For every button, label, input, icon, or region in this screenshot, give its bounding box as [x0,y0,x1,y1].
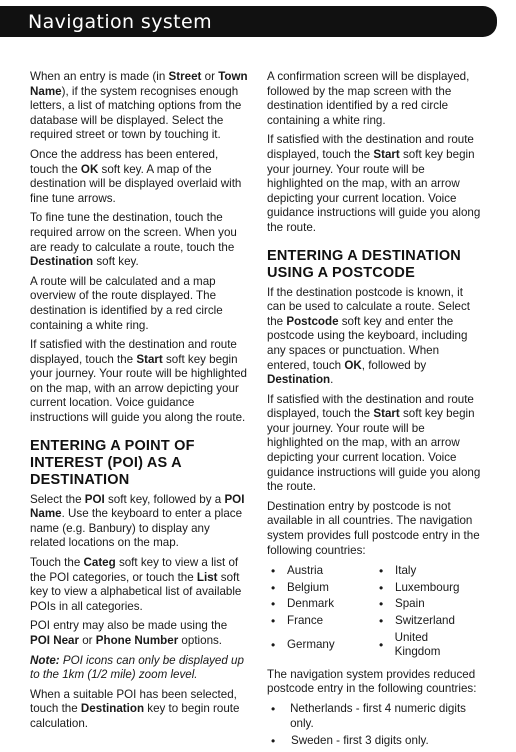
section-title: Navigation system [28,10,213,33]
poi-heading: ENTERING A POINT OF INTEREST (POI) AS A DESTINATION [30,437,195,488]
paragraph: Select the POI soft key, followed by a POI Name. Use the keyboard to enter a place name (e.g. Banbury) to display any related locations on the map. [30,492,245,550]
paragraph: Touch the Categ soft key to view a list of the POI categories, or touch the List soft key to view a alphabetical list of available POIs in all categories. [30,556,242,613]
bullet-icon: • [271,614,276,628]
country-item [267,597,375,612]
country-name: Denmark [287,597,335,611]
bullet-icon: • [379,564,384,579]
paragraph: A confirmation screen will be displayed, followed by the map screen with the destination identified by a red circle containing a white ring. [267,70,470,127]
right-column [267,70,481,752]
bullet-icon: • [271,637,276,652]
bullet-icon: • [271,734,276,749]
country-list [267,564,481,660]
country-name: Italy [395,564,417,578]
country-name: Belgium [287,580,329,594]
country-name: France [287,614,324,627]
country-item [375,631,475,660]
bullet-icon: • [271,597,276,612]
bullet-icon: • [379,597,384,612]
bullet-icon: • [271,580,276,595]
bullet-icon: • [379,580,384,595]
paragraph: If satisfied with the destination and route displayed, touch the Start soft key begin your journey. Your route will be highlighted on the map, with an arrow depicting your current location. Voice guidance instructions will guide you along the route. [267,133,481,234]
paragraph: If satisfied with the destination and route displayed, touch the Start soft key begin your journey. Your route will be highlighted on the map, with an arrow depicting your current location. Voice guidance instructions will guide you along the route. [267,392,481,494]
country-item [267,614,375,629]
list-item-text: Netherlands - first 4 numeric digits only. [290,701,466,730]
country-name: Germany [287,637,335,651]
paragraph: POI entry may also be made using the POI Near or Phone Number options. [30,619,228,647]
country-item [375,614,475,629]
list-item-text: Sweden - first 3 digits only. [291,734,429,748]
paragraph: The navigation system provides reduced postcode entry in the following countries: [267,667,477,696]
country-name: United Kingdom [394,630,441,659]
country-item [375,564,475,579]
paragraph: When a suitable POI has been selected, touch the Destination key to begin route calculation. [30,687,240,730]
country-name: Switzerland [395,614,455,627]
paragraph: Once the address has been entered, touch the OK soft key. A map of the destination will be displayed overlaid with fine tune arrows. [30,147,242,205]
country-name: Spain [395,597,425,611]
list-item [267,734,481,749]
country-item [267,564,375,579]
country-item [375,597,475,612]
country-item [267,581,375,596]
list-item [267,702,481,731]
section-header [0,6,497,37]
paragraph: Destination entry by postcode is not available in all countries. The navigation system provides full postcode entry in the following countries: [267,499,480,557]
country-item [267,631,375,660]
reduced-country-list [267,702,481,749]
bullet-icon: • [379,637,384,652]
postcode-heading: ENTERING A DESTINATION USING A POSTCODE [267,247,461,281]
paragraph: If satisfied with the destination and route displayed, touch the Start soft key begin your journey. Your route will be highlighted on the map, with an arrow depicting your current location. Voice guidance instructions will guide you along the route. [30,338,247,425]
bullet-icon: • [271,564,276,579]
paragraph: When an entry is made (in Street or Town Name), if the system recognises enough letters, a list of matching options from the database will be displayed. Select the required street or town by touching it. [30,70,248,142]
note-paragraph: Note: POI icons can only be displayed up to the 1km (1/2 mile) zoom level. [30,653,244,682]
country-name: Luxembourg [395,580,460,594]
paragraph: To fine tune the destination, touch the required arrow on the screen. When you are ready to calculate a route, touch the Destination soft key. [30,211,237,269]
country-name: Austria [287,564,324,578]
bullet-icon: • [379,614,384,628]
paragraph: A route will be calculated and a map overview of the route displayed. The destination is identified by a red circle containing a white ring. [30,274,223,332]
country-item [375,581,475,596]
bullet-icon: • [271,701,276,716]
paragraph: If the destination postcode is known, it can be used to calculate a route. Select the Postcode soft key and enter the postcode using the keyboard, including any spaces or punctuation. When entered, touch OK, followed by Destination. [267,285,471,387]
left-column [30,70,248,737]
